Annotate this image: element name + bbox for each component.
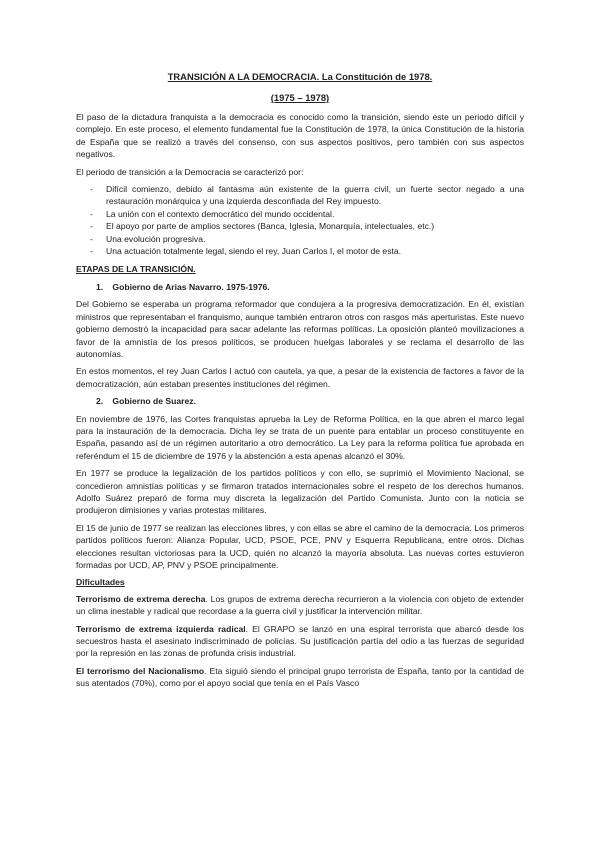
difficulty-paragraph xyxy=(76,665,524,690)
stage2-number: 2. xyxy=(96,396,104,407)
stage1-paragraph-1: Del Gobierno se esperaba un programa reformador que condujera a la progresiva democratización. En él, existían ministros que representaban el franquismo, aunque también entraron otros con rasgos más aperturistas. Este nuevo gobierno demostró la incapacidad para sacar adelante las reformas políticas. La oposición planteó movilizaciones a favor de la amnistía de los presos políticos, se producen huelgas laborales y se reclama el desarrollo de las autonomías. xyxy=(76,299,524,359)
stage2-paragraph-1: En noviembre de 1976, las Cortes franquistas aprueba la Ley de Reforma Política, en la que abren el marco legal para la instauración de la democracia. Dicha ley se trata de un puente para entablar un proceso constituyente en España, pasando así de un régimen autoritario a otro democrático. La Ley para la reforma política fue aprobada en referéndum el 15 de diciembre de 1976 y la abstención a esta apenas alcanzó el 30%. xyxy=(76,413,524,461)
stage1-number: 1. xyxy=(96,281,104,292)
difficulty-text: . El GRAPO se lanzó en una espiral terrorista que abarcó desde los secuestros hasta el asesinato indiscriminado de policías. Su justificación partía del odio a las fuerzas de seguridad por la represión en las zonas de profunda crisis industrial. xyxy=(76,623,524,659)
difficulty-lead: El terrorismo del Nacionalismo xyxy=(76,665,205,676)
difficulty-lead: Terrorismo de extrema derecha xyxy=(76,593,206,604)
stage1-title: Gobierno de Arias Navarro. 1975-1976. xyxy=(112,281,270,292)
difficulty-lead: Terrorismo de extrema izquierda radical xyxy=(76,623,246,634)
stage2-heading xyxy=(96,395,524,407)
intro-paragraph: El paso de la dictadura franquista a la democracia es conocido como la transición, siendo este un periodo difícil y complejo. En este proceso, el elemento fundamental fue la Constitución de 1978, la única Constitución de la historia de España que se realizó a través del consenso, con sus aspectos positivos, pero también con sus aspectos negativos. xyxy=(76,112,524,160)
difficulties-heading: Dificultades xyxy=(76,577,125,588)
difficulty-text: . Eta siguió siendo el principal grupo terrorista de España, tanto por la cantidad de sus atentados (70%), como por el apoyo social que tenía en el País Vasco xyxy=(76,665,525,689)
difficulty-paragraph xyxy=(76,593,524,618)
list-item: - La unión con el contexto democrático del mundo occidental. xyxy=(76,208,524,220)
difficulty-paragraph xyxy=(76,623,524,660)
stage2-title: Gobierno de Suarez. xyxy=(112,396,196,407)
list-item: - Difícil comienzo, debido al fantasma aún existente de la guerra civil, un fuerte sector negado a una restauración monárquica y una izquierda desconfiada del Rey impuesto. xyxy=(76,183,524,208)
stage1-paragraph-2: En estos momentos, el rey Juan Carlos I actuó con cautela, ya que, a pesar de la existencia de factores a favor de la democratización, aún estaban presentes instituciones del régimen. xyxy=(76,366,524,389)
difficulty-text: . Los grupos de extrema derecha recurrieron a la violencia con objeto de extender un clima inestable y radical que recordase a la guerra civil y justificar la intervención militar. xyxy=(76,593,524,617)
document-title: TRANSICIÓN A LA DEMOCRACIA. La Constitución de 1978. xyxy=(167,71,433,82)
document-subtitle: (1975 – 1978) xyxy=(270,92,330,103)
list-item: - Una evolución progresiva. xyxy=(76,233,524,245)
list-item: - Una actuación totalmente legal, siendo el rey, Juan Carlos I, el motor de esta. xyxy=(76,245,524,257)
stage1-heading xyxy=(96,281,524,293)
features-intro: El periodo de transición a la Democracia se caracterizó por: xyxy=(76,166,304,177)
stage2-paragraph-2: En 1977 se produce la legalización de los partidos políticos y con ello, se suprimió el Movimiento Nacional, se concedieron amnistías políticas y se firmaron tratados internacionales sobre el respeto de los derechos humanos. Adolfo Suárez preparó de forma muy discreta la legalización del Partido Comunista. Junto con la noticia se produjeron dimisiones y varias protestas militares. xyxy=(76,468,524,516)
features-list xyxy=(76,183,524,257)
stage2-paragraph-3: El 15 de junio de 1977 se realizan las elecciones libres, y con ellas se abre el camino de la democracia. Los primeros partidos políticos fueron: Alianza Popular, UCD, PSOE, PCE, PNV y Esquerra Republicana, entre otros. Dichas elecciones resultan victoriosas para la UCD, quién no alcanzó la mayoría absoluta. Las nuevas cortes estuvieron formadas por UCD, AP, PNV y PSOE principalmente. xyxy=(76,522,524,570)
stages-heading: ETAPAS DE LA TRANSICIÓN. xyxy=(76,264,196,275)
list-item: - El apoyo por parte de amplios sectores (Banca, Iglesia, Monarquía, intelectuales, etc.) xyxy=(76,220,524,232)
